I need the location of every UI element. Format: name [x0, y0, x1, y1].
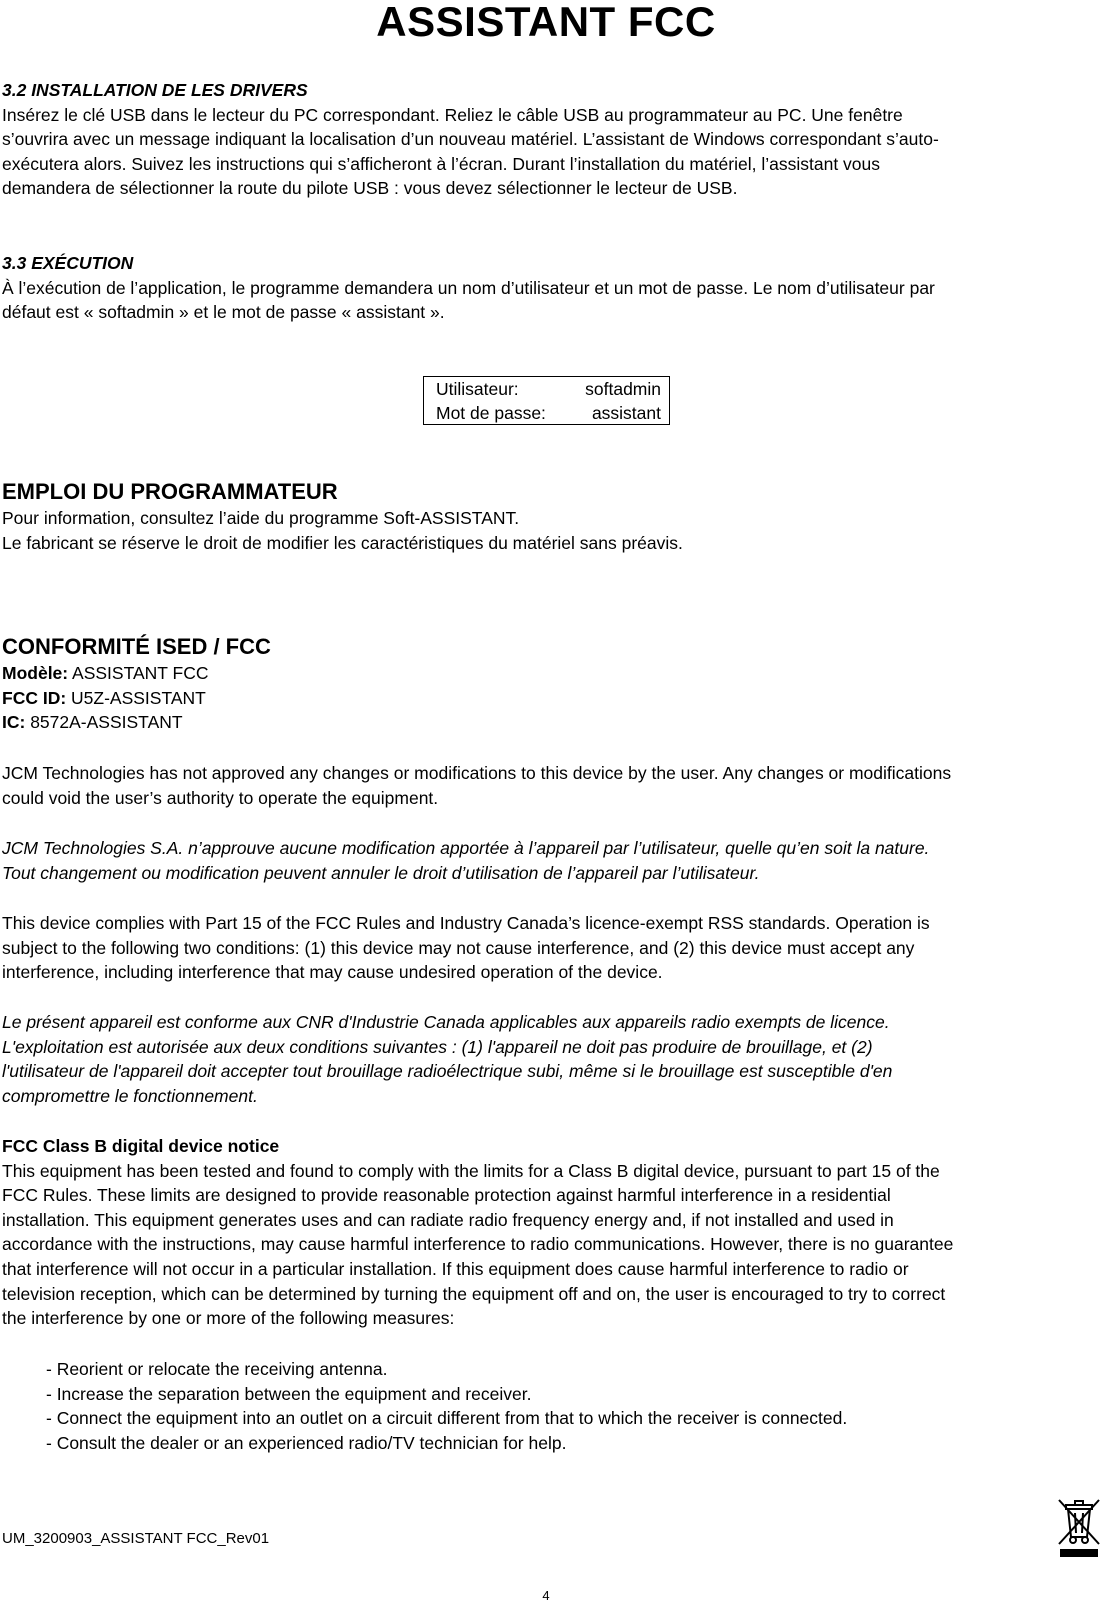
para-line: compromettre le fonctionnement.: [2, 1085, 258, 1106]
model-line: [2, 661, 1094, 686]
para-line: Tout changement ou modification peuvent annuler le droit d’utilisation de l’appareil par l’utilisateur.: [2, 862, 760, 883]
classb-heading: FCC Class B digital device notice: [2, 1136, 280, 1156]
section-conformite: [2, 633, 1094, 735]
document-title: ASSISTANT FCC: [376, 0, 716, 45]
section-emploi: [2, 478, 1094, 555]
para-line: interference, including interference that may cause undesired operation of the device.: [2, 962, 663, 983]
execution-line: À l’exécution de l’application, le programme demandera un nom d’utilisateur et un mot de passe. Le nom d’utilisateur par: [2, 277, 935, 298]
classb-line: FCC Rules. These limits are designed to provide reasonable protection against harmful interference in a residential: [2, 1185, 891, 1206]
ic-line: [2, 710, 1094, 735]
para-line: This device complies with Part 15 of the FCC Rules and Industry Canada’s licence-exempt RSS standards. Operation is: [2, 913, 930, 933]
measure-item: - Reorient or relocate the receiving antenna.: [46, 1359, 388, 1379]
conformite-heading: CONFORMITÉ ISED / FCC: [2, 634, 271, 659]
classb-line: This equipment has been tested and found to comply with the limits for a Class B digital device, pursuant to part 15 of the: [2, 1160, 940, 1181]
classb-line: accordance with the instructions, may cause harmful interference to radio communications. However, there is no guarantee: [2, 1234, 954, 1255]
emploi-heading: EMPLOI DU PROGRAMMATEUR: [2, 479, 338, 504]
para-fr-changes: [2, 836, 1094, 885]
section-classb: [2, 1134, 1094, 1331]
credentials-pass-row: [436, 401, 661, 425]
measure-item: - Increase the separation between the equipment and receiver.: [46, 1383, 532, 1404]
installation-line: exécutera alors. Suivez les instructions qui s’afficheront à l’écran. Durant l’installation du matériel, l’assistant vous: [2, 153, 881, 174]
para-line: L'exploitation est autorisée aux deux conditions suivantes : (1) l'appareil ne doit pas produire de brouillage, et (2): [2, 1036, 873, 1057]
ic-label: IC:: [2, 712, 26, 733]
section-installation: [2, 78, 1094, 201]
pass-label: Mot de passe:: [436, 403, 546, 423]
model-value: ASSISTANT FCC: [68, 663, 209, 683]
measures-list: [2, 1357, 1104, 1455]
installation-line: s’ouvrira avec un message indiquant la localisation d’un nouveau matériel. L’assistant de Windows correspondant s’auto-: [2, 129, 939, 150]
para-en-part15: [2, 911, 1094, 985]
ic-value: 8572A-ASSISTANT: [25, 712, 183, 733]
document-id: UM_3200903_ASSISTANT FCC_Rev01: [2, 1530, 270, 1547]
user-label: Utilisateur:: [436, 379, 519, 399]
para-line: Le présent appareil est conforme aux CNR d'Industrie Canada applicables aux appareils radio exempts de licence.: [2, 1012, 890, 1032]
execution-line: défaut est « softadmin » et le mot de passe « assistant ».: [2, 302, 445, 323]
para-line: JCM Technologies has not approved any changes or modifications to this device by the user. Any changes or modifications: [2, 763, 952, 783]
para-line: could void the user’s authority to operate the equipment.: [2, 787, 439, 808]
emploi-line: Pour information, consultez l’aide du programme Soft-ASSISTANT.: [2, 508, 520, 528]
credentials-user-row: [436, 377, 661, 401]
para-line: l'utilisateur de l'appareil doit accepter tout brouillage radioélectrique subi, même si le brouillage est susceptible d'en: [2, 1061, 893, 1082]
measure-item: - Connect the equipment into an outlet on a circuit different from that to which the receiver is connected.: [46, 1408, 848, 1429]
emploi-line: Le fabricant se réserve le droit de modifier les caractéristiques du matériel sans préavis.: [2, 532, 683, 553]
classb-line: television reception, which can be determined by turning the equipment off and on, the user is encouraged to try to correct: [2, 1283, 946, 1304]
installation-line: Insérez le clé USB dans le lecteur du PC correspondant. Reliez le câble USB au programmateur au PC. Une fenêtre: [2, 104, 903, 125]
installation-heading: 3.2 INSTALLATION DE LES DRIVERS: [2, 80, 308, 100]
fccid-label: FCC ID:: [2, 687, 67, 708]
weee-crossed-bin-icon: [1056, 1497, 1102, 1559]
para-fr-cnr: [2, 1010, 1094, 1108]
classb-line: the interference by one or more of the following measures:: [2, 1308, 455, 1329]
fccid-value: U5Z-ASSISTANT: [66, 687, 206, 708]
page-number: 4: [542, 1588, 550, 1603]
installation-line: demandera de sélectionner la route du pilote USB : vous devez sélectionner le lecteur de USB.: [2, 178, 738, 199]
classb-line: that interference will not occur in a particular installation. If this equipment does cause harmful interference to radio or: [2, 1258, 909, 1279]
measure-item: - Consult the dealer or an experienced radio/TV technician for help.: [46, 1432, 567, 1453]
execution-heading: 3.3 EXÉCUTION: [2, 253, 134, 273]
para-line: subject to the following two conditions: (1) this device may not cause interference, and (2) this device must accept any: [2, 937, 915, 958]
para-en-changes: [2, 761, 1094, 810]
classb-line: installation. This equipment generates uses and can radiate radio frequency energy and, if not installed and used in: [2, 1209, 894, 1230]
credentials-box: [423, 376, 670, 425]
fccid-line: [2, 686, 1094, 711]
user-value: softadmin: [585, 379, 661, 399]
para-line: JCM Technologies S.A. n’approuve aucune modification apportée à l’appareil par l’utilisateur, quelle qu’en soit la nature.: [2, 838, 930, 858]
pass-value: assistant: [591, 403, 661, 423]
model-label: Modèle:: [2, 663, 69, 683]
section-execution: [2, 251, 1094, 325]
